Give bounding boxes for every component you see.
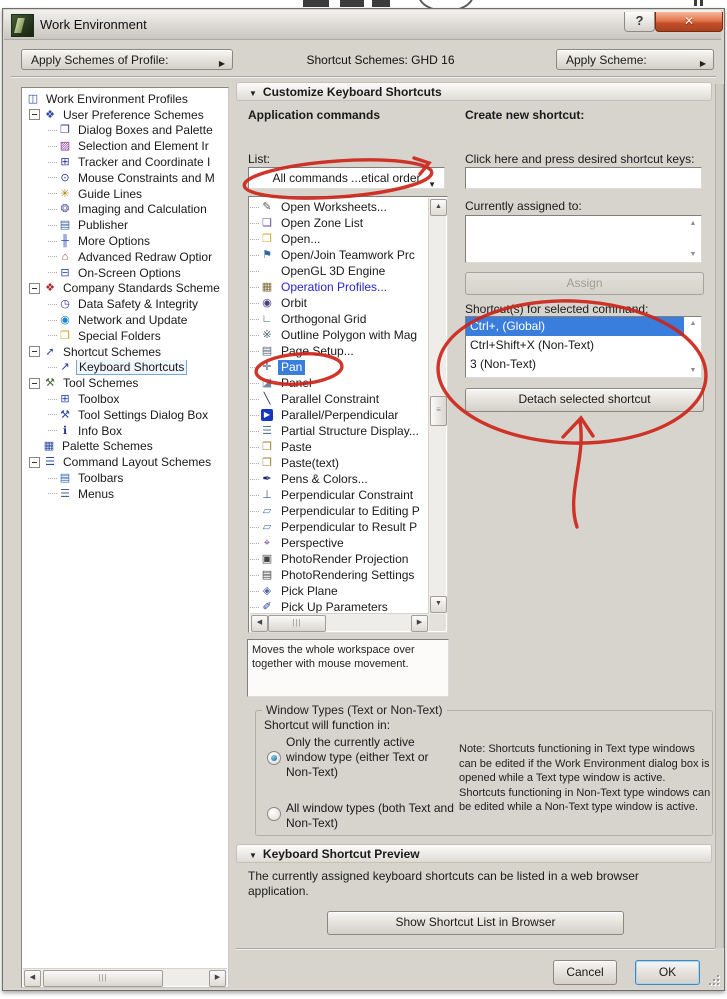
command-item-label: Perpendicular Constraint <box>281 487 414 502</box>
command-item-pens-colors[interactable] <box>250 471 430 487</box>
command-item-perpendicular-to-result-p[interactable] <box>250 519 430 535</box>
tree-item-data-safety-integrity[interactable] <box>22 296 228 312</box>
photorender-projection-icon: ▣ <box>261 553 273 565</box>
tree-item-imaging-and-calculation[interactable] <box>22 202 228 218</box>
advanced-redraw-icon: ⌂ <box>61 250 69 263</box>
tree-item-tracker-and-coordinate-i[interactable] <box>22 154 228 170</box>
tree-connector <box>48 146 57 147</box>
panel-icon: ◪ <box>261 377 273 389</box>
list-connector <box>250 223 259 224</box>
command-item-opengl-3d-engine[interactable] <box>250 263 430 279</box>
tree-item-label: Data Safety & Integrity <box>78 297 199 312</box>
list-connector <box>250 463 259 464</box>
command-list-horizontal-scrollbar[interactable] <box>250 613 429 631</box>
tree-connector <box>48 478 57 479</box>
tree-item-on-screen-options[interactable] <box>22 265 228 281</box>
apply-schemes-of-profile-button[interactable] <box>21 49 233 70</box>
list-connector <box>250 255 259 256</box>
submenu-arrow-icon: ▶ <box>699 59 706 68</box>
tree-item-work-environment-profiles[interactable] <box>22 91 228 107</box>
command-item-label: Perspective <box>281 535 344 550</box>
command-item-orthogonal-grid[interactable] <box>250 311 430 327</box>
tree-item-mouse-constraints-and-m[interactable] <box>22 170 228 186</box>
scroll-down-icon[interactable]: ▼ <box>689 367 697 374</box>
command-layout-icon: ☰ <box>45 456 55 469</box>
tree-connector <box>48 320 57 321</box>
perpendicular-editing-icon: ▱ <box>262 505 272 517</box>
scroll-left-icon[interactable]: ◀ <box>24 970 41 987</box>
paste-icon: ❒ <box>262 441 272 453</box>
command-item-label: Open/Join Teamwork Prc <box>281 247 415 262</box>
press-keys-label: Click here and press desired shortcut keys: <box>465 152 695 166</box>
tree-item-label: Toolbars <box>78 471 124 486</box>
palette-schemes-icon: ▦ <box>43 440 55 453</box>
tree-connector <box>48 162 57 163</box>
tree-item-label: Company Standards Scheme <box>63 281 220 296</box>
command-list-dropdown[interactable] <box>248 167 445 189</box>
perpendicular-constraint-icon: ⊥ <box>262 489 272 501</box>
shortcut-item[interactable]: Ctrl+Shift+X (Non-Text) <box>470 338 595 352</box>
command-item-label: Paste(text) <box>281 455 340 470</box>
list-connector <box>250 511 259 512</box>
list-connector <box>250 383 259 384</box>
command-item-label: PhotoRendering Settings <box>281 567 415 582</box>
keyboard-shortcuts-icon: ↗ <box>60 361 70 374</box>
tree-connector <box>48 225 57 226</box>
tree-item-guide-lines[interactable] <box>22 186 228 202</box>
tree-item-more-options[interactable] <box>22 233 228 249</box>
close-button[interactable] <box>655 12 723 32</box>
tree-item-info-box[interactable] <box>22 423 228 439</box>
shortcuts-box-scroll[interactable] <box>688 320 698 374</box>
tree-item-toolbars[interactable] <box>22 470 228 486</box>
command-item-parallel-constraint[interactable] <box>250 391 430 407</box>
command-item-label: Open... <box>281 231 321 246</box>
tree-connector <box>48 335 57 336</box>
command-item-label: Open Zone List <box>281 215 364 230</box>
command-item-label: Parallel Constraint <box>281 391 380 406</box>
scroll-down-icon[interactable]: ▼ <box>689 251 697 258</box>
operation-profiles-icon: ▦ <box>261 281 273 293</box>
shortcuts-for-command-label: Shortcut(s) for selected command: <box>465 302 649 316</box>
list-connector <box>250 495 259 496</box>
shortcut-function-label: Shortcut will function in: <box>264 718 391 732</box>
command-item-label: Pens & Colors... <box>281 471 368 486</box>
tree-item-label: Keyboard Shortcuts <box>76 360 187 376</box>
tree-item-tool-settings-dialog-box[interactable] <box>22 407 228 423</box>
show-shortcut-list-button[interactable]: Show Shortcut List in Browser <box>327 911 624 935</box>
special-folders-icon: ❒ <box>60 329 70 342</box>
tool-schemes-icon: ⚒ <box>45 377 55 390</box>
dialog-boxes-icon: ❐ <box>60 124 70 137</box>
collapse-box-icon[interactable] <box>29 109 40 120</box>
app-icon <box>11 14 34 37</box>
cropped-artifact <box>303 0 329 7</box>
tree-connector <box>48 304 57 305</box>
detach-selected-shortcut-button[interactable]: Detach selected shortcut <box>465 388 704 412</box>
command-item-paste[interactable] <box>250 439 430 455</box>
pick-plane-icon: ◈ <box>262 585 272 597</box>
collapse-box-icon[interactable] <box>29 457 40 468</box>
window-types-legend: Window Types (Text or Non-Text) <box>266 703 443 717</box>
help-button[interactable] <box>624 12 655 32</box>
scroll-up-icon[interactable]: ▲ <box>689 320 697 327</box>
command-item-pick-plane[interactable] <box>250 583 430 599</box>
command-item-label: Page Setup... <box>281 343 354 358</box>
partial-structure-icon: ☰ <box>262 425 272 437</box>
scroll-right-icon[interactable]: ▶ <box>411 615 428 632</box>
list-connector <box>250 335 259 336</box>
collapse-box-icon[interactable] <box>29 346 40 357</box>
command-item-label: Panel <box>281 375 312 390</box>
list-connector <box>250 239 259 240</box>
tree-item-company-standards-scheme[interactable] <box>22 281 228 297</box>
tree-item-label: On-Screen Options <box>78 265 181 280</box>
tree-item-label: Work Environment Profiles <box>46 91 188 106</box>
resize-grip[interactable] <box>707 973 719 985</box>
tree-item-shortcut-schemes[interactable] <box>22 344 228 360</box>
command-item-perspective[interactable] <box>250 535 430 551</box>
scheme-status-text: Shortcut Schemes: GHD 16 <box>306 53 455 67</box>
ok-button[interactable]: OK <box>635 960 700 985</box>
tree-connector <box>48 272 57 273</box>
tree-item-toolbox[interactable] <box>22 391 228 407</box>
command-item-label: PhotoRender Projection <box>281 551 409 566</box>
shortcuts-listbox[interactable] <box>465 316 702 378</box>
info-box-icon: ℹ <box>62 424 68 437</box>
command-item-operation-profiles[interactable] <box>250 279 430 295</box>
tree-item-user-preference-schemes[interactable] <box>22 107 228 123</box>
tree-connector <box>48 193 57 194</box>
section-title: Keyboard Shortcut Preview <box>262 847 420 861</box>
command-item-label: Outline Polygon with Mag <box>281 327 418 342</box>
command-item-outline-polygon-with-mag[interactable] <box>250 327 430 343</box>
command-item-label: Open Worksheets... <box>281 199 387 214</box>
open-join-teamwork-icon: ⚑ <box>262 249 272 261</box>
command-item-pan[interactable] <box>250 359 430 375</box>
tree-item-menus[interactable] <box>22 486 228 502</box>
tree-item-publisher[interactable] <box>22 217 228 233</box>
list-connector <box>250 543 259 544</box>
list-connector <box>250 287 259 288</box>
keyboard-shortcut-preview-header[interactable] <box>236 844 712 863</box>
command-list <box>250 199 430 615</box>
more-options-icon: ╫ <box>61 235 69 248</box>
scroll-left-icon[interactable]: ◀ <box>251 615 268 632</box>
list-connector <box>250 527 259 528</box>
cropped-artifact <box>700 0 703 6</box>
on-screen-icon: ⊟ <box>60 266 70 279</box>
toolbox-icon: ⊞ <box>60 393 70 406</box>
data-safety-icon: ◷ <box>60 298 70 311</box>
tree-item-label: Palette Schemes <box>62 439 153 454</box>
collapse-triangle-icon: ▼ <box>249 851 257 860</box>
menus-icon: ☰ <box>60 487 70 500</box>
tree-item-label: Command Layout Schemes <box>63 455 212 470</box>
tree-item-label: Shortcut Schemes <box>63 344 162 359</box>
tree-item-palette-schemes[interactable] <box>22 439 228 455</box>
window-title: Work Environment <box>40 17 147 32</box>
selection-icon: ▨ <box>59 140 71 153</box>
scrollbar-thumb[interactable]: ||| <box>268 615 326 632</box>
pan-icon: ✛ <box>262 361 272 373</box>
collapse-box-icon[interactable] <box>29 378 40 389</box>
tree-connector <box>48 256 57 257</box>
tree-item-label: Tool Schemes <box>63 376 139 391</box>
tree-item-label: Network and Update <box>78 313 188 328</box>
list-connector <box>250 415 259 416</box>
list-label: List: <box>248 152 271 166</box>
tree-item-label: Mouse Constraints and M <box>78 170 215 185</box>
apply-scheme-button[interactable] <box>556 49 714 70</box>
tree-connector <box>48 414 57 415</box>
tree-connector <box>48 493 57 494</box>
assigned-box-scroll[interactable] <box>688 220 698 258</box>
tree-connector <box>48 367 57 368</box>
command-item-perpendicular-to-editing-p[interactable] <box>250 503 430 519</box>
pens-colors-icon: ✒ <box>262 473 272 485</box>
scroll-right-icon[interactable]: ▶ <box>209 970 226 987</box>
page-setup-icon: ▤ <box>261 345 273 357</box>
cropped-artifact <box>340 0 364 7</box>
command-listbox[interactable] <box>248 196 448 633</box>
chevron-down-icon: ▼ <box>428 180 436 189</box>
command-item-parallel-perpendicular[interactable] <box>250 407 430 423</box>
create-new-shortcut-heading: Create new shortcut: <box>465 108 585 122</box>
command-item-perpendicular-constraint[interactable] <box>250 487 430 503</box>
command-item-label: Paste <box>281 439 312 454</box>
assign-button[interactable]: Assign <box>465 272 704 295</box>
close-icon: ✕ <box>683 14 695 28</box>
tree-item-label: Special Folders <box>78 328 161 343</box>
toolbars-icon: ▤ <box>59 472 71 485</box>
shortcut-rows <box>466 317 701 374</box>
tree-item-label: Selection and Element Ir <box>78 139 209 154</box>
command-item-label: Pan <box>278 360 305 375</box>
radio-all-window-types[interactable] <box>267 807 281 821</box>
currently-assigned-box <box>465 215 702 263</box>
perspective-icon: ⌖ <box>263 537 271 549</box>
tree-item-keyboard-shortcuts[interactable] <box>22 360 228 376</box>
list-connector <box>250 271 259 272</box>
tree-item-command-layout-schemes[interactable] <box>22 454 228 470</box>
tree-item-label: Tracker and Coordinate I <box>78 155 211 170</box>
cancel-button[interactable]: Cancel <box>553 960 617 985</box>
scrollbar-corner <box>429 614 446 631</box>
command-item-label: Orbit <box>281 295 308 310</box>
preview-description: The currently assigned keyboard shortcuts can be listed in a web browser application. <box>248 869 639 898</box>
command-item-open-worksheets[interactable] <box>250 199 430 215</box>
perpendicular-result-icon: ▱ <box>262 521 272 533</box>
tree-connector <box>48 177 57 178</box>
tree-item-dialog-boxes-and-palette[interactable] <box>22 123 228 139</box>
cropped-artifact <box>372 0 390 7</box>
tree-item-label: More Options <box>78 234 151 249</box>
imaging-icon: ❂ <box>60 203 70 216</box>
profiles-icon: ◫ <box>27 92 39 105</box>
scrollbar-thumb[interactable]: ||| <box>43 970 163 987</box>
shortcut-key-input[interactable] <box>465 167 702 189</box>
tree-item-advanced-redraw-optior[interactable] <box>22 249 228 265</box>
list-connector <box>250 319 259 320</box>
customize-keyboard-shortcuts-header[interactable] <box>236 82 712 101</box>
settings-tree <box>22 91 228 502</box>
apply-schemes-of-profile-label: Apply Schemes of Profile: <box>31 53 169 67</box>
shortcut-schemes-icon: ➚ <box>45 345 55 358</box>
scroll-up-icon[interactable]: ▲ <box>430 199 447 216</box>
mouse-icon: ⊙ <box>60 171 70 184</box>
command-item-label: Parallel/Perpendicular <box>281 407 399 422</box>
tree-connector <box>48 209 57 210</box>
command-item-photorender-projection[interactable] <box>250 551 430 567</box>
command-item-page-setup[interactable] <box>250 343 430 359</box>
shortcut-item[interactable]: 3 (Non-Text) <box>470 357 537 371</box>
tool-settings-icon: ⚒ <box>60 408 70 421</box>
tree-connector <box>48 430 57 431</box>
scroll-down-icon[interactable]: ▼ <box>430 596 447 613</box>
pick-up-parameters-icon: ✐ <box>262 601 272 613</box>
tree-item-selection-and-element-ir[interactable] <box>22 138 228 154</box>
help-icon: ? <box>635 13 644 28</box>
command-item-label: Pick Plane <box>281 583 338 598</box>
list-connector <box>250 431 259 432</box>
tree-connector <box>48 399 57 400</box>
tree-item-label: Tool Settings Dialog Box <box>78 407 209 422</box>
settings-tree-panel <box>21 87 229 988</box>
list-connector <box>250 575 259 576</box>
tree-item-label: Menus <box>78 486 115 501</box>
command-item-label: Perpendicular to Result P <box>281 519 418 534</box>
tree-item-label: Advanced Redraw Optior <box>78 249 213 264</box>
list-connector <box>250 367 259 368</box>
orbit-icon: ◉ <box>262 297 272 309</box>
list-connector <box>250 207 259 208</box>
scrollbar-thumb[interactable]: ≡ <box>430 396 447 426</box>
submenu-arrow-icon: ▶ <box>218 59 225 68</box>
currently-assigned-label: Currently assigned to: <box>465 199 582 213</box>
tree-connector <box>48 130 57 131</box>
command-item-open[interactable] <box>250 231 430 247</box>
tree-item-label: Info Box <box>78 423 123 438</box>
tree-item-label: Dialog Boxes and Palette <box>78 123 213 138</box>
collapse-box-icon[interactable] <box>29 283 40 294</box>
tree-item-label: Toolbox <box>78 392 120 407</box>
tree-connector <box>48 241 57 242</box>
tree-item-tool-schemes[interactable] <box>22 375 228 391</box>
scroll-up-icon[interactable]: ▲ <box>689 220 697 227</box>
command-description-box: Moves the whole workspace over together with mouse movement. <box>247 639 449 697</box>
list-connector <box>250 351 259 352</box>
command-item-label: Partial Structure Display... <box>281 423 419 438</box>
network-icon: ◉ <box>60 314 70 327</box>
company-standards-icon: ❖ <box>45 282 55 295</box>
command-item-open-join-teamwork-prc[interactable] <box>250 247 430 263</box>
open-icon: ❒ <box>262 233 272 245</box>
command-item-label: Pick Up Parameters <box>281 599 388 614</box>
list-connector <box>250 399 259 400</box>
right-pane-track <box>715 84 724 948</box>
outline-polygon-icon: ※ <box>262 329 272 341</box>
parallel-constraint-icon: ╲ <box>263 393 271 405</box>
tree-item-label: Guide Lines <box>78 186 143 201</box>
application-commands-heading: Application commands <box>248 108 381 122</box>
section-title: Customize Keyboard Shortcuts <box>262 85 442 99</box>
apply-scheme-label: Apply Scheme: <box>566 53 647 67</box>
list-connector <box>250 303 259 304</box>
list-connector <box>250 479 259 480</box>
command-item-paste-text[interactable] <box>250 455 430 471</box>
command-item-orbit[interactable] <box>250 295 430 311</box>
user-preference-icon: ❖ <box>45 108 55 121</box>
command-item-label: OpenGL 3D Engine <box>281 263 386 278</box>
radio-all-window-types-label[interactable]: All window types (both Text and Non-Text) <box>286 801 454 830</box>
open-worksheets-icon: ✎ <box>262 201 272 213</box>
guide-lines-icon: ✳ <box>60 187 70 200</box>
orthogonal-grid-icon: ∟ <box>261 313 273 325</box>
cropped-artifact <box>694 0 697 6</box>
list-connector <box>250 591 259 592</box>
publisher-icon: ▤ <box>59 219 71 232</box>
list-connector <box>250 607 259 608</box>
open-zone-list-icon: ❏ <box>262 217 272 229</box>
command-item-label: Perpendicular to Editing P <box>281 503 420 518</box>
parallel-perpendicular-icon: ▶ <box>261 409 273 421</box>
radio-active-window-type-label[interactable]: Only the currently active window type (either Text or Non-Text) <box>286 735 429 779</box>
tree-item-network-and-update[interactable] <box>22 312 228 328</box>
tree-item-label: User Preference Schemes <box>63 107 204 122</box>
separator <box>11 76 716 78</box>
command-item-partial-structure-display[interactable] <box>250 423 430 439</box>
separator <box>236 948 715 950</box>
radio-active-window-type[interactable] <box>267 751 281 765</box>
titlebar[interactable] <box>4 10 721 40</box>
command-item-photorendering-settings[interactable] <box>250 567 430 583</box>
command-item-label: Orthogonal Grid <box>281 311 367 326</box>
collapse-triangle-icon: ▼ <box>249 89 257 98</box>
list-connector <box>250 559 259 560</box>
window-types-group <box>255 703 713 836</box>
tracker-icon: ⊞ <box>60 156 70 169</box>
command-item-label: Operation Profiles... <box>281 279 388 294</box>
command-item-panel[interactable] <box>250 375 430 391</box>
command-item-open-zone-list[interactable] <box>250 215 430 231</box>
tree-horizontal-scrollbar[interactable] <box>23 968 227 986</box>
photorendering-settings-icon: ▤ <box>261 569 273 581</box>
paste-text-icon: ❒ <box>262 457 272 469</box>
window-types-note: Note: Shortcuts functioning in Text type windows can be edited if the Work Environment dialog box is opened while a Text type window is active. Shortcuts functioning in Non-Text type windows can be edited while a Non-Text type window is active. <box>459 743 711 813</box>
tree-item-label: Publisher <box>78 218 129 233</box>
list-connector <box>250 447 259 448</box>
tree-item-special-folders[interactable] <box>22 328 228 344</box>
dropdown-value: All commands ...etical order <box>272 171 421 185</box>
shortcut-item[interactable]: Ctrl+, (Global) <box>466 317 684 336</box>
tree-item-label: Imaging and Calculation <box>78 202 207 217</box>
command-list-vertical-scrollbar[interactable] <box>428 198 446 614</box>
